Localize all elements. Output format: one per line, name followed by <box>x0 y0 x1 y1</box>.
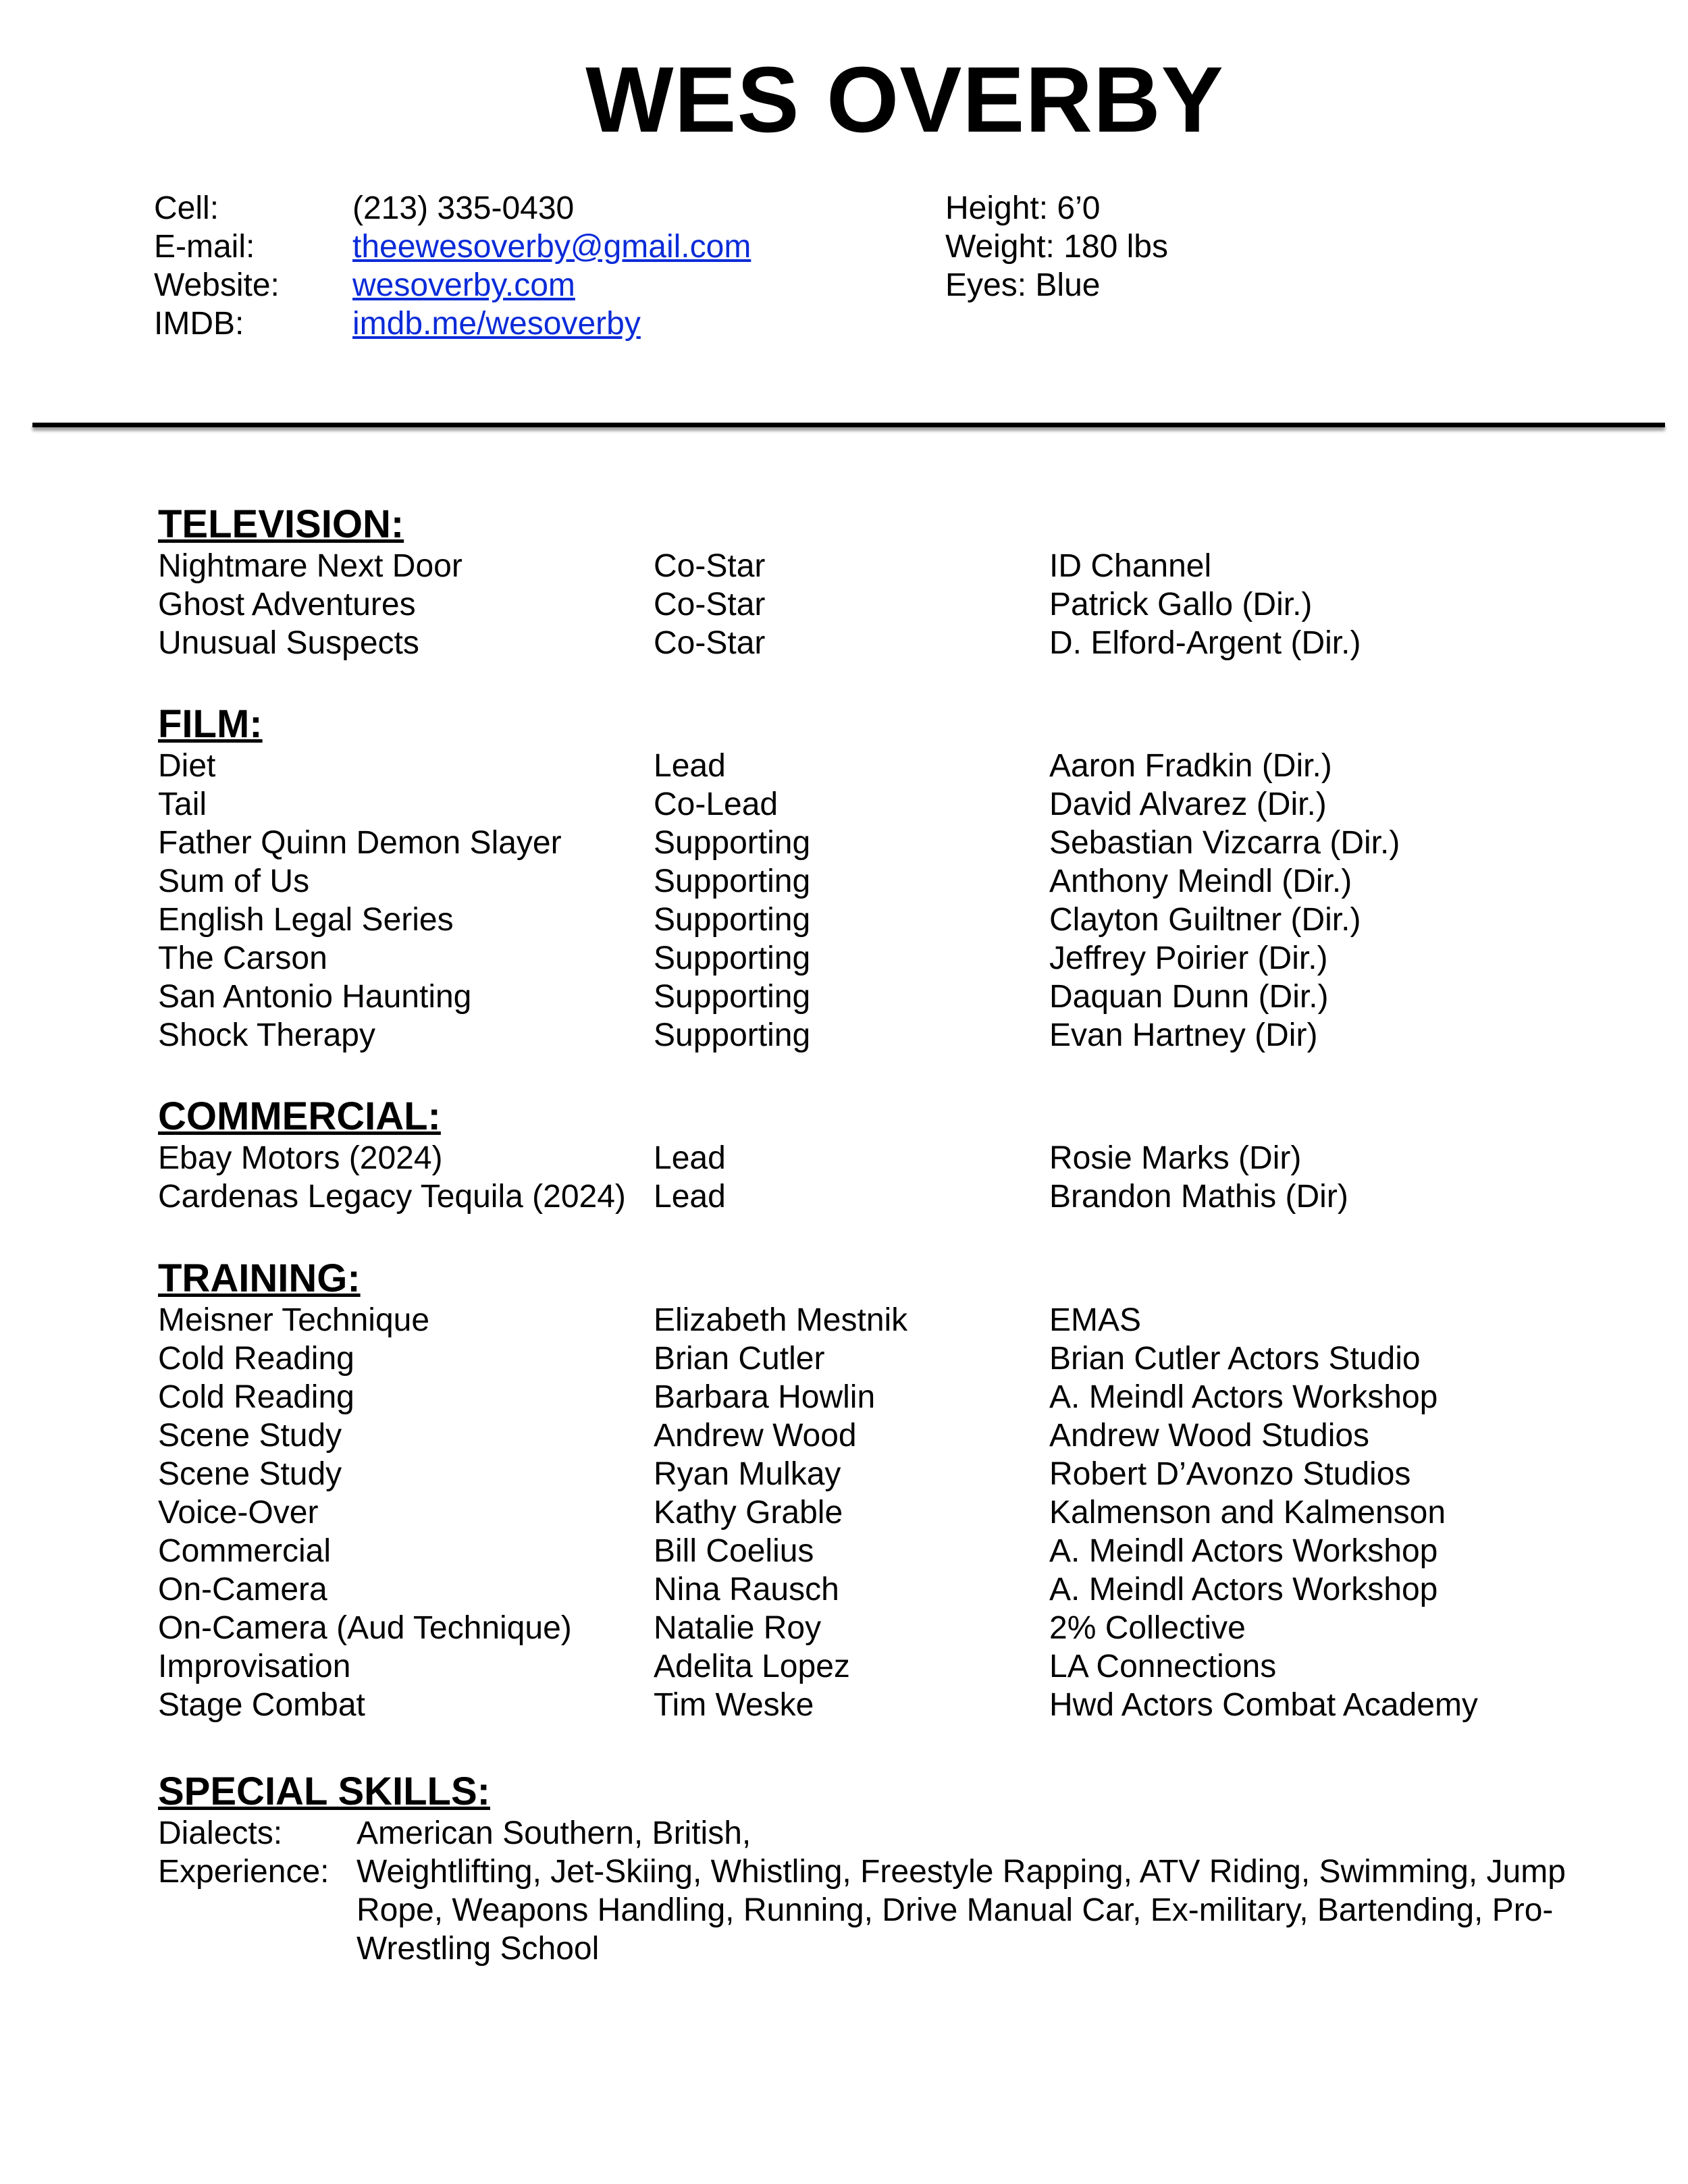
section-heading-text: COMMERCIAL <box>158 1094 428 1138</box>
credit-title: The Carson <box>158 940 327 976</box>
table-row <box>158 1570 1438 1609</box>
table-row <box>158 624 1361 662</box>
phone-number: (213) 335-0430 <box>352 190 575 226</box>
credit-title: Commercial <box>158 1533 332 1569</box>
credit-role: Supporting <box>654 940 811 976</box>
credit-title: Cardenas Legacy Tequila (2024) <box>158 1179 626 1215</box>
credit-director: Patrick Gallo (Dir.) <box>1049 587 1313 622</box>
dialects-row <box>158 1814 1639 1853</box>
credit-title: Cold Reading <box>158 1341 354 1377</box>
dialects-label: Dialects: <box>158 1815 283 1851</box>
training-list <box>158 1301 1478 1724</box>
section-heading: FILM: <box>158 702 263 746</box>
credit-role: Supporting <box>654 825 811 861</box>
credit-role: Elizabeth Mestnik <box>654 1302 908 1338</box>
credit-director: Brian Cutler Actors Studio <box>1049 1341 1421 1377</box>
table-row <box>158 862 1352 901</box>
contact-label: Website: <box>154 267 280 303</box>
credit-director: Evan Hartney (Dir) <box>1049 1017 1318 1053</box>
credit-director: D. Elford-Argent (Dir.) <box>1049 625 1361 661</box>
contact-label: IMDB: <box>154 306 244 342</box>
credit-role: Ryan Mulkay <box>654 1456 841 1492</box>
table-row <box>158 1493 1446 1532</box>
credit-role: Natalie Roy <box>654 1610 822 1646</box>
table-row <box>158 901 1361 939</box>
experience-label: Experience: <box>158 1854 329 1890</box>
credit-role: Tim Weske <box>654 1687 814 1723</box>
credit-director: David Alvarez (Dir.) <box>1049 787 1327 822</box>
section-heading <box>158 1094 441 1139</box>
credit-title: Voice-Over <box>158 1495 319 1530</box>
eyes-stat: Eyes: Blue <box>945 267 1101 303</box>
physical-stats <box>945 189 1168 304</box>
credit-role: Supporting <box>654 902 811 938</box>
table-row <box>158 1339 1421 1378</box>
credit-title: On-Camera <box>158 1572 327 1607</box>
credit-role: Co-Lead <box>654 787 779 822</box>
credit-role: Barbara Howlin <box>654 1379 876 1415</box>
table-row <box>158 939 1328 978</box>
credit-title: Father Quinn Demon Slayer <box>158 825 562 861</box>
credit-title: Meisner Technique <box>158 1302 430 1338</box>
credit-director: Brandon Mathis (Dir) <box>1049 1179 1348 1215</box>
credit-role: Supporting <box>654 863 811 899</box>
credit-director: Robert D’Avonzo Studios <box>1049 1456 1411 1492</box>
credit-director: 2% Collective <box>1049 1610 1246 1646</box>
credit-role: Co-Star <box>654 548 766 584</box>
credit-title: Shock Therapy <box>158 1017 375 1053</box>
credit-director: Clayton Guiltner (Dir.) <box>1049 902 1361 938</box>
training-section <box>158 1256 1478 1724</box>
credit-role: Andrew Wood <box>654 1418 857 1454</box>
credit-director: EMAS <box>1049 1302 1142 1338</box>
credit-director: LA Connections <box>1049 1649 1277 1684</box>
contact-label: Cell: <box>154 190 219 226</box>
credit-role: Nina Rausch <box>654 1572 839 1607</box>
credit-director: Kalmenson and Kalmenson <box>1049 1495 1446 1530</box>
credit-director: Jeffrey Poirier (Dir.) <box>1049 940 1328 976</box>
table-row <box>158 547 1212 585</box>
credit-title: Unusual Suspects <box>158 625 419 661</box>
table-row <box>158 1177 1348 1216</box>
website-link[interactable]: wesoverby.com <box>352 267 575 303</box>
table-row <box>158 1647 1277 1686</box>
film-section <box>158 702 1400 1055</box>
credit-director: A. Meindl Actors Workshop <box>1049 1379 1438 1415</box>
credit-director: Aaron Fradkin (Dir.) <box>1049 748 1332 784</box>
credit-role: Lead <box>654 1140 726 1176</box>
credit-director: Rosie Marks (Dir) <box>1049 1140 1302 1176</box>
credit-role: Supporting <box>654 1017 811 1053</box>
table-row <box>158 1609 1246 1647</box>
television-list <box>158 547 1361 662</box>
table-row <box>158 1378 1438 1416</box>
contact-label: E-mail: <box>154 229 255 265</box>
credit-title: Ghost Adventures <box>158 587 416 622</box>
credit-title: Tail <box>158 787 207 822</box>
credit-director: Daquan Dunn (Dir.) <box>1049 979 1329 1015</box>
special-skills-section <box>158 1769 1639 1968</box>
table-row <box>158 978 1329 1016</box>
credit-title: San Antonio Haunting <box>158 979 472 1015</box>
credit-director: Anthony Meindl (Dir.) <box>1049 863 1352 899</box>
credit-role: Kathy Grable <box>654 1495 843 1530</box>
credit-role: Bill Coelius <box>654 1533 814 1569</box>
commercial-section <box>158 1094 1348 1216</box>
email-link[interactable]: theewesoverby@gmail.com <box>352 229 751 265</box>
credit-role: Lead <box>654 1179 726 1215</box>
credit-title: Diet <box>158 748 216 784</box>
table-row <box>158 1416 1370 1455</box>
credit-title: On-Camera (Aud Technique) <box>158 1610 572 1646</box>
table-row <box>158 1301 1142 1339</box>
film-list <box>158 747 1400 1055</box>
page-title: WES OVERBY <box>585 48 1224 152</box>
weight-stat: Weight: 180 lbs <box>945 229 1168 265</box>
television-section <box>158 502 1361 662</box>
credit-director: A. Meindl Actors Workshop <box>1049 1572 1438 1607</box>
credit-title: Ebay Motors (2024) <box>158 1140 443 1176</box>
table-row <box>158 1139 1302 1177</box>
credit-title: Cold Reading <box>158 1379 354 1415</box>
credit-role: Co-Star <box>654 587 766 622</box>
table-row <box>158 747 1332 785</box>
credit-title: Sum of Us <box>158 863 310 899</box>
table-row <box>158 1686 1478 1724</box>
table-row <box>158 824 1400 862</box>
credit-role: Adelita Lopez <box>654 1649 850 1684</box>
credit-role: Supporting <box>654 979 811 1015</box>
credit-director: Hwd Actors Combat Academy <box>1049 1687 1478 1723</box>
table-row <box>158 585 1313 624</box>
height-stat: Height: 6’0 <box>945 190 1101 226</box>
section-heading: TRAINING: <box>158 1256 361 1300</box>
section-heading: SPECIAL SKILLS: <box>158 1769 490 1813</box>
credit-director: A. Meindl Actors Workshop <box>1049 1533 1438 1569</box>
section-heading-colon: : <box>427 1094 441 1138</box>
table-row <box>158 1532 1438 1570</box>
credit-director: ID Channel <box>1049 548 1212 584</box>
credit-title: Improvisation <box>158 1649 351 1684</box>
section-heading: TELEVISION: <box>158 502 404 546</box>
commercial-list <box>158 1139 1348 1216</box>
credit-role: Co-Star <box>654 625 766 661</box>
table-row <box>158 785 1327 824</box>
credit-title: Scene Study <box>158 1456 342 1492</box>
credit-title: English Legal Series <box>158 902 454 938</box>
table-row <box>158 1016 1318 1055</box>
credit-director: Andrew Wood Studios <box>1049 1418 1370 1454</box>
credit-role: Brian Cutler <box>654 1341 825 1377</box>
credit-title: Nightmare Next Door <box>158 548 463 584</box>
imdb-link[interactable]: imdb.me/wesoverby <box>352 306 641 342</box>
credit-director: Sebastian Vizcarra (Dir.) <box>1049 825 1400 861</box>
dialects-value: American Southern, British, <box>357 1815 751 1851</box>
credit-title: Stage Combat <box>158 1687 365 1723</box>
credit-title: Scene Study <box>158 1418 342 1454</box>
table-row <box>158 1455 1411 1493</box>
experience-value: Weightlifting, Jet-Skiing, Whistling, Freestyle Rapping, ATV Riding, Swimming, Jump Rope, Weapons Handling, Running, Drive Manual Car, Ex-military, Bartending, Pro-Wrestling School <box>357 1854 1566 1967</box>
credit-role: Lead <box>654 748 726 784</box>
experience-row <box>158 1853 1639 1968</box>
divider <box>32 423 1665 427</box>
